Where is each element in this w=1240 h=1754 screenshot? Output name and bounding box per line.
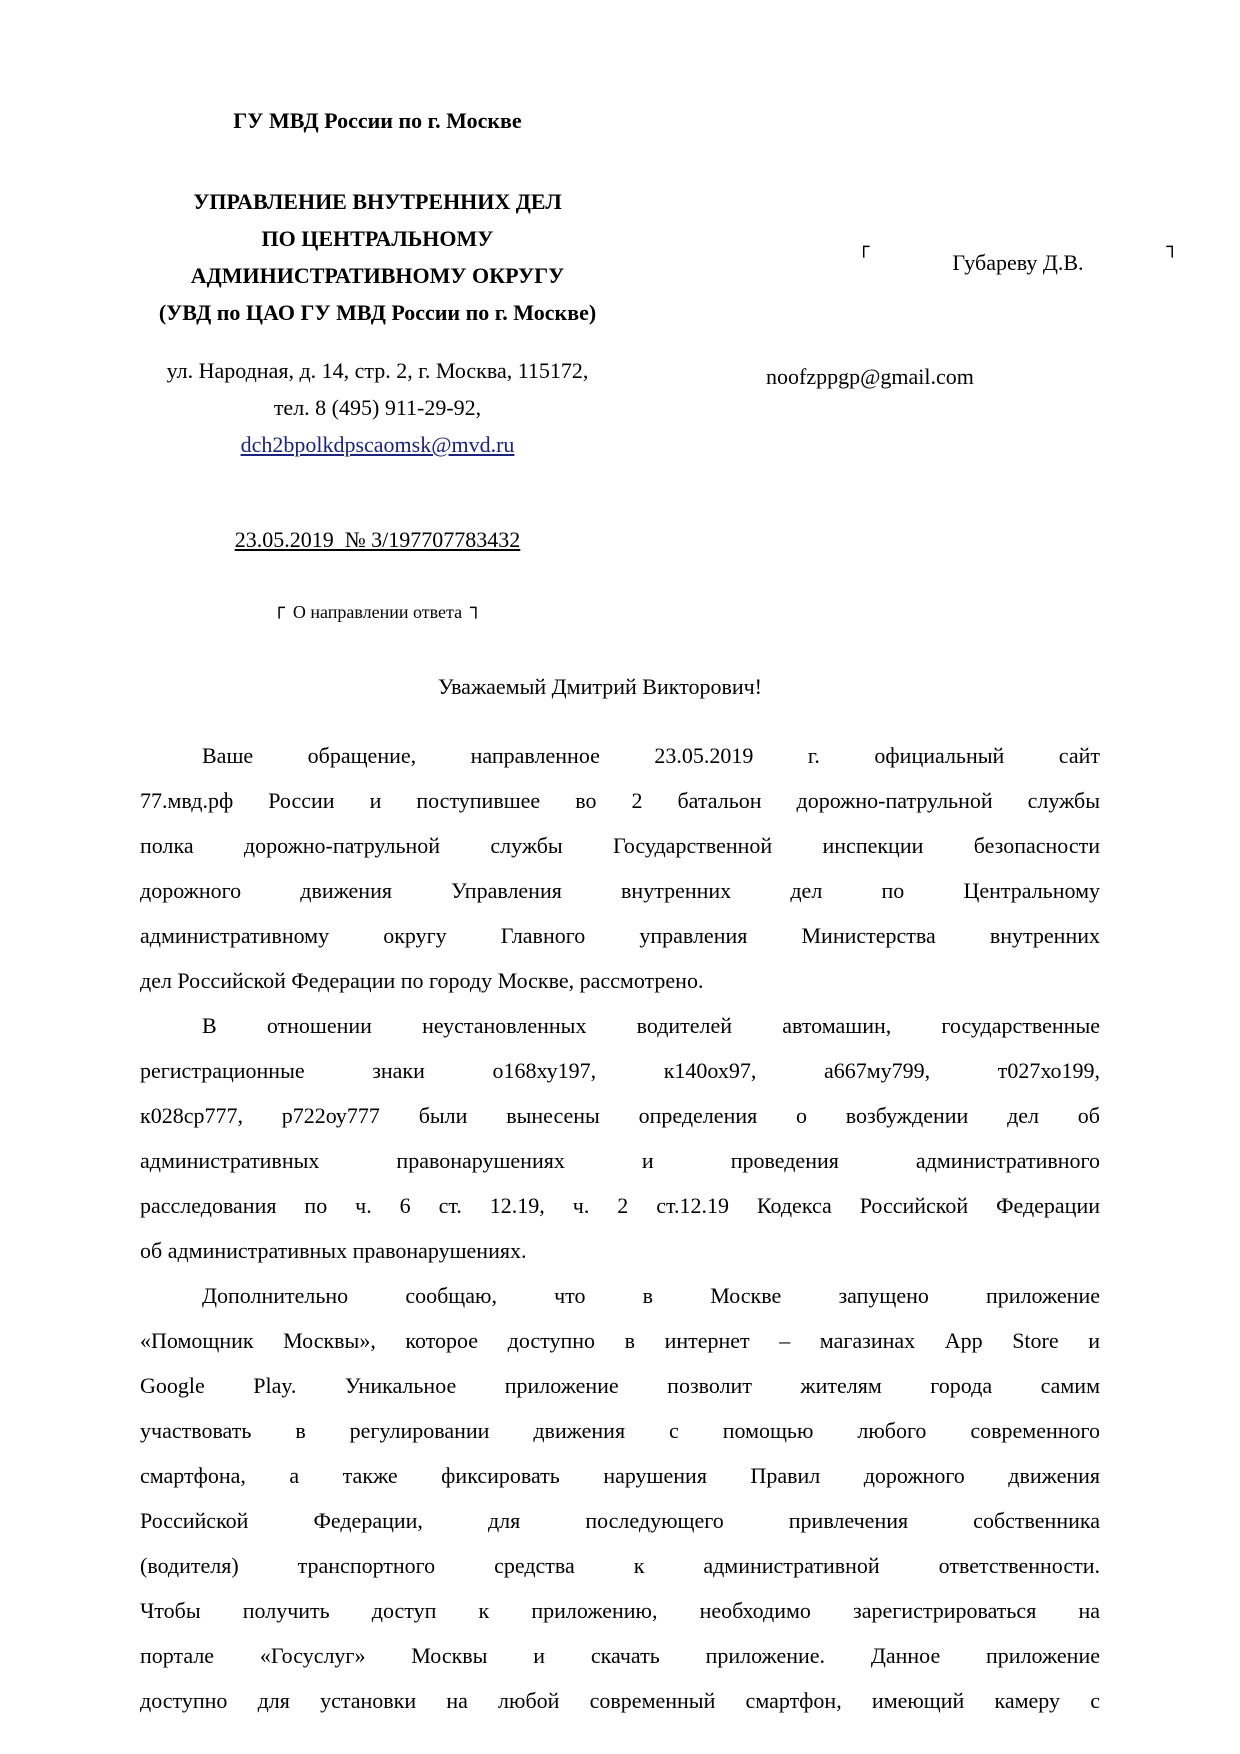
body-line: к028ср777, р722оу777 были вынесены определения о возбуждении дел об [140,1103,1100,1128]
body-paragraph [140,1273,1100,1723]
body-line: административных правонарушениях и проведения административного [140,1148,1100,1173]
body-line: В отношении неустановленных водителей автомашин, государственные [202,1013,1100,1038]
body-line: «Помощник Москвы», которое доступно в интернет – магазинах App Store и [140,1328,1100,1353]
body-line: (водителя) транспортного средства к административной ответственности. [140,1553,1100,1578]
letter-body [140,733,1100,1723]
body-line: регистрационные знаки о168ху197, к140ох97, а667му799, т027хо199, [140,1058,1100,1083]
organization-name [105,183,650,331]
organization-name-line: УПРАВЛЕНИЕ ВНУТРЕННИХ ДЕЛ [193,189,562,214]
body-line: смартфона, а также фиксировать нарушения Правил дорожного движения [140,1463,1100,1488]
body-line: Российской Федерации, для последующего привлечения собственника [140,1508,1100,1533]
corner-bracket-left-icon: ┌ [273,597,285,619]
postal-address: ул. Народная, д. 14, стр. 2, г. Москва, 115172, [166,358,589,383]
corner-bracket-right-icon: ┐ [470,597,482,619]
body-line: Чтобы получить доступ к приложению, необходимо зарегистрироваться на [140,1598,1100,1623]
corner-bracket-left-icon: ┌ [858,236,870,258]
date-and-reference-number: 23.05.2019 № 3/197707783432 [234,527,521,552]
body-line: об административных правонарушениях. [140,1238,527,1263]
subject-line [105,599,650,625]
subject-text: О направлении ответа [292,602,463,622]
body-line: участвовать в регулировании движения с помощью любого современного [140,1418,1100,1443]
body-line: 77.мвд.рф России и поступившее во 2 батальон дорожно-патрульной службы [140,788,1100,813]
salutation: Уважаемый Дмитрий Викторович! [437,674,763,699]
sender-letterhead [105,0,650,625]
phone-number: тел. 8 (495) 911-29-92, [273,395,482,420]
organization-name-line: (УВД по ЦАО ГУ МВД России по г. Москве) [158,300,597,325]
body-line: дорожного движения Управления внутренних дел по Центральному [140,878,1100,903]
body-line: портале «Госуслуг» Москвы и скачать приложение. Данное приложение [140,1643,1100,1668]
body-line: расследования по ч. 6 ст. 12.19, ч. 2 ст.12.19 Кодекса Российской Федерации [140,1193,1100,1218]
body-line: доступно для установки на любой современный смартфон, имеющий камеру с [140,1688,1100,1713]
organization-name-line: АДМИНИСТРАТИВНОМУ ОКРУГУ [190,263,565,288]
body-line: Google Play. Уникальное приложение позволит жителям города самим [140,1373,1100,1398]
body-line: дел Российской Федерации по городу Москве, рассмотрено. [140,968,704,993]
sender-email-link[interactable]: dch2bpolkdpscaomsk@mvd.ru [240,432,515,457]
corner-bracket-right-icon: ┐ [1166,236,1178,258]
recipient-block [858,236,1178,276]
body-paragraph [140,733,1100,1003]
recipient-email: noofzppgp@gmail.com [766,364,974,389]
body-line: административному округу Главного управления Министерства внутренних [140,923,1100,948]
body-line: Дополнительно сообщаю, что в Москве запущено приложение [202,1283,1100,1308]
organization-contacts [105,352,650,463]
parent-organization-title: ГУ МВД России по г. Москве [233,108,522,133]
organization-name-line: ПО ЦЕНТРАЛЬНОМУ [261,226,494,251]
body-line: полка дорожно-патрульной службы Государственной инспекции безопасности [140,833,1100,858]
body-paragraph [140,1003,1100,1273]
recipient-name: Губареву Д.В. [952,250,1084,275]
body-line: Ваше обращение, направленное 23.05.2019 г. официальный сайт [202,743,1100,768]
